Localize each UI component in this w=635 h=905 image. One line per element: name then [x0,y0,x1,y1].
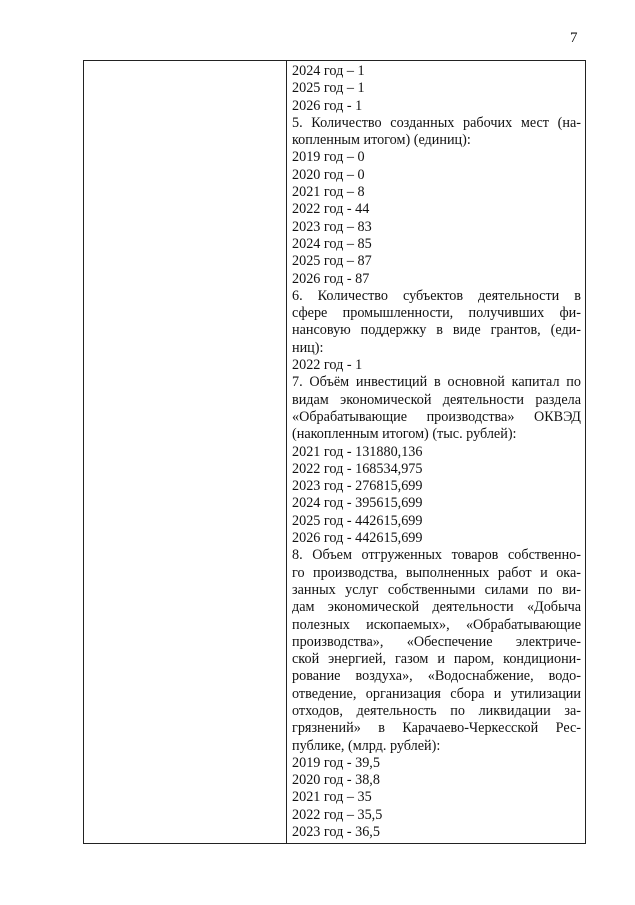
text-line: 8. Объем отгруженных товаров собственно- [292,547,581,564]
text-line: 2019 год - 39,5 [292,754,380,771]
text-line: 2020 год – 0 [292,166,365,183]
text-line: (накопленным итогом) (тыс. рублей): [292,426,517,443]
text-line: производства», «Обеспечение электриче- [292,633,581,650]
text-line: 2026 год - 1 [292,97,363,114]
text-line: 2026 год - 87 [292,270,370,287]
text-line: 2025 год – 1 [292,80,365,97]
text-line: полезных ископаемых», «Обрабатывающие [292,616,581,633]
text-line: сфере промышленности, получивших фи- [292,305,581,322]
indicators-table [83,60,586,844]
text-line: 2023 год - 36,5 [292,824,380,841]
text-line: 2024 год - 395615,699 [292,495,423,512]
text-line: «Обрабатывающие производства» ОКВЭД [292,408,581,425]
text-line: нансовую поддержку в виде грантов, (еди- [292,322,581,339]
text-line: отведение, организация сбора и утилизации [292,685,581,702]
text-line: копленным итогом) (единиц): [292,132,471,149]
text-line: 2023 год – 83 [292,218,372,235]
text-line: 5. Количество созданных рабочих мест (на- [292,114,581,131]
text-line: публике, (млрд. рублей): [292,737,441,754]
text-line: 2024 год – 85 [292,235,372,252]
text-line: отходов, деятельность по ликвидации за- [292,702,581,719]
text-line: 2025 год - 442615,699 [292,512,423,529]
text-line: 7. Объём инвестиций в основной капитал по [292,374,581,391]
text-line: 2021 год – 35 [292,789,372,806]
text-line: 2026 год - 442615,699 [292,530,423,547]
text-line: ниц): [292,339,324,356]
text-line: 2022 год – 35,5 [292,806,383,823]
text-line: занных услуг собственными силами по ви- [292,581,581,598]
text-line: 2022 год - 168534,975 [292,460,423,477]
text-line: 2021 год – 8 [292,184,365,201]
table-row [84,61,586,844]
text-line: ской энергией, газом и паром, кондициони- [292,651,581,668]
text-line: 2019 год – 0 [292,149,365,166]
text-line: 2022 год - 1 [292,357,363,374]
text-line: видам экономической деятельности раздела [292,391,581,408]
text-line: го производства, выполненных работ и ока- [292,564,581,581]
text-line: рование воздуха», «Водоснабжение, водо- [292,668,581,685]
table-cell-indicators [287,61,586,844]
page-number: 7 [570,30,578,46]
text-line: 2020 год - 38,8 [292,772,380,789]
text-line: 2022 год - 44 [292,201,370,218]
text-line: грязнений» в Карачаево-Черкесской Рес- [292,720,581,737]
text-line: 2025 год – 87 [292,253,372,270]
indicator-lines [292,63,581,841]
text-line: 6. Количество субъектов деятельности в [292,287,581,304]
text-line: 2021 год - 131880,136 [292,443,423,460]
text-line: дам экономической деятельности «Добыча [292,599,581,616]
text-line: 2023 год - 276815,699 [292,478,423,495]
table-cell-left-empty [84,61,287,844]
text-line: 2024 год – 1 [292,63,365,79]
